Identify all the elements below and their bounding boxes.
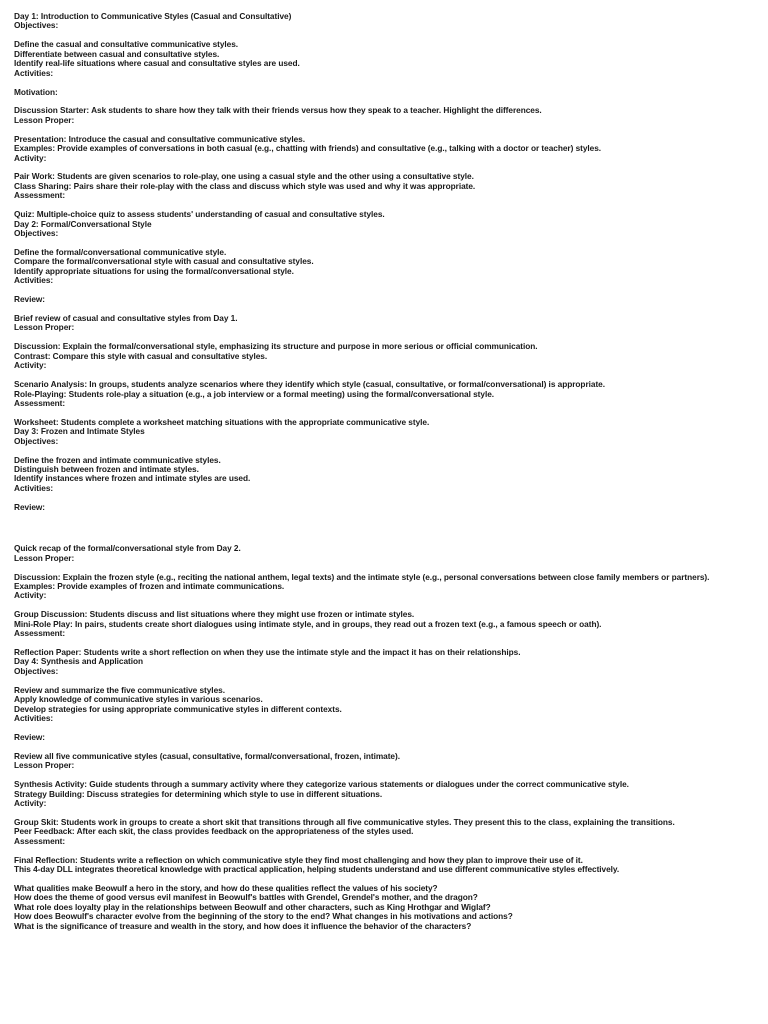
text-line: Define the frozen and intimate communicative styles.	[14, 454, 221, 465]
day3-heading: Day 3: Frozen and Intimate Styles	[14, 426, 145, 437]
text-line: Pair Work: Students are given scenarios to role-play, one using a casual style and the other using a consultative style.	[14, 171, 474, 182]
text-line: Brief review of casual and consultative styles from Day 1.	[14, 313, 238, 323]
text-line: Identify instances where frozen and intimate styles are used.	[14, 473, 251, 484]
text-line: This 4-day DLL integrates theoretical knowledge with practical application, helping students understand and use different communicative styles effectively.	[14, 864, 620, 875]
question-line: What qualities make Beowulf a hero in the story, and how do these qualities reflect the values of his society?	[14, 882, 438, 893]
objectives-label: Objectives:	[14, 435, 59, 446]
text-line: Discussion: Explain the formal/conversational style, emphasizing its structure and purpose in more serious or official communication.	[14, 341, 538, 352]
text-line: Final Reflection: Students write a reflection on which communicative style they find most challenging and how they plan to improve their use of it.	[14, 854, 583, 865]
text-line: Examples: Provide examples of conversations in both casual (e.g., chatting with friends) and consultative (e.g., talking with a doctor or teacher) styles.	[14, 143, 602, 154]
document-body	[14, 12, 759, 931]
text-line: Scenario Analysis: In groups, students analyze scenarios where they identify which style (casual, consultative, or formal/conversational) is appropriate.	[14, 379, 605, 390]
text-line: Presentation: Introduce the casual and consultative communicative styles.	[14, 133, 305, 144]
activities-label: Activities:	[14, 275, 54, 286]
question-line: How does Beowulf's character evolve from the beginning of the story to the end? What changes in his motivations and actions?	[14, 911, 513, 922]
text-line: Distinguish between frozen and intimate styles.	[14, 464, 199, 474]
review-label: Review:	[14, 731, 46, 742]
activities-label: Activities:	[14, 482, 54, 493]
text-line: Review all five communicative styles (casual, consultative, formal/conversational, frozen, intimate).	[14, 750, 400, 761]
text-line: Quiz: Multiple-choice quiz to assess students' understanding of casual and consultative styles.	[14, 209, 385, 220]
lesson-proper-label: Lesson Proper:	[14, 552, 75, 563]
blank-line	[14, 493, 759, 502]
text-line: Identify real-life situations where casual and consultative styles are used.	[14, 58, 300, 69]
text-line: Contrast: Compare this style with casual and consultative styles.	[14, 350, 268, 361]
text-line: Synthesis Activity: Guide students through a summary activity where they categorize various statements or dialogues under the correct communicative style.	[14, 779, 629, 790]
activity-label: Activity:	[14, 152, 47, 163]
text-line: Compare the formal/conversational style with casual and consultative styles.	[14, 256, 314, 267]
text-line: Discussion: Explain the frozen style (e.g., reciting the national anthem, legal texts) and the intimate style (e.g., personal conversations between close family members or partners).	[14, 571, 710, 582]
day4-heading: Day 4: Synthesis and Application	[14, 656, 144, 667]
activity-label: Activity:	[14, 798, 47, 808]
text-line: Group Discussion: Students discuss and list situations where they might use frozen or intimate styles.	[14, 609, 415, 620]
question-line: What role does loyalty play in the relationships between Beowulf and other characters, such as King Hrothgar and Wiglaf?	[14, 901, 491, 912]
text-line: Identify appropriate situations for using the formal/conversational style.	[14, 265, 294, 276]
assessment-label: Assessment:	[14, 835, 66, 846]
review-label: Review:	[14, 501, 46, 512]
day2-heading: Day 2: Formal/Conversational Style	[14, 218, 152, 229]
review-label: Review:	[14, 294, 46, 305]
blank-line	[14, 286, 759, 295]
text-line: Discussion Starter: Ask students to share how they talk with their friends versus how they speak to a teacher. Highlight the differences.	[14, 105, 542, 116]
text-line: Reflection Paper: Students write a short reflection on when they use the intimate style and the impact it has on their relationships.	[14, 647, 521, 657]
text-line: Peer Feedback: After each skit, the class provides feedback on the appropriateness of the styles used.	[14, 826, 414, 837]
text-line: Apply knowledge of communicative styles in various scenarios.	[14, 694, 263, 705]
blank-space	[14, 512, 759, 544]
day1-heading: Day 1: Introduction to Communicative Styles (Casual and Consultative)	[14, 11, 292, 21]
text-line: Define the casual and consultative communicative styles.	[14, 39, 239, 50]
text-line: Worksheet: Students complete a worksheet matching situations with the appropriate communicative style.	[14, 416, 430, 427]
assessment-label: Assessment:	[14, 397, 66, 408]
activities-label: Activities:	[14, 67, 54, 78]
text-line: Quick recap of the formal/conversational style from Day 2.	[14, 543, 241, 554]
text-line: Examples: Provide examples of frozen and intimate communications.	[14, 580, 285, 591]
motivation-label: Motivation:	[14, 86, 58, 97]
text-line: Strategy Building: Discuss strategies for determining which style to use in different situations.	[14, 788, 383, 799]
objectives-label: Objectives:	[14, 665, 59, 676]
text-line: Review and summarize the five communicative styles.	[14, 684, 225, 695]
lesson-proper-label: Lesson Proper:	[14, 114, 75, 125]
lesson-proper-label: Lesson Proper:	[14, 760, 75, 771]
text-line: Develop strategies for using appropriate communicative styles in different contexts.	[14, 703, 342, 714]
objectives-label: Objectives:	[14, 228, 59, 239]
activity-label: Activity:	[14, 590, 47, 601]
activities-label: Activities:	[14, 713, 54, 724]
activity-label: Activity:	[14, 360, 47, 371]
text-line: Role-Playing: Students role-play a situation (e.g., a job interview or a formal meeting) using the formal/conversational style.	[14, 388, 495, 399]
text-line: Define the formal/conversational communicative style.	[14, 246, 227, 257]
text-line: Mini-Role Play: In pairs, students create short dialogues using intimate style, and in groups, they read out a frozen text (e.g., a famous speech or oath).	[14, 618, 602, 629]
lesson-proper-label: Lesson Proper:	[14, 322, 75, 333]
assessment-label: Assessment:	[14, 628, 66, 639]
blank-line	[14, 78, 759, 87]
text-line: Class Sharing: Pairs share their role-play with the class and discuss which style was used and why it was appropriate.	[14, 180, 476, 191]
question-line: What is the significance of treasure and wealth in the story, and how does it influence the behavior of the characters?	[14, 920, 472, 931]
question-line: How does the theme of good versus evil manifest in Beowulf's battles with Grendel, Grendel's mother, and the dragon?	[14, 892, 478, 903]
text-line: Differentiate between casual and consultative styles.	[14, 48, 220, 59]
blank-line	[14, 724, 759, 733]
objectives-label: Objectives:	[14, 20, 59, 31]
text-line: Group Skit: Students work in groups to create a short skit that transitions through all five communicative styles. They present this to the class, explaining the transitions.	[14, 816, 675, 827]
assessment-label: Assessment:	[14, 190, 66, 201]
